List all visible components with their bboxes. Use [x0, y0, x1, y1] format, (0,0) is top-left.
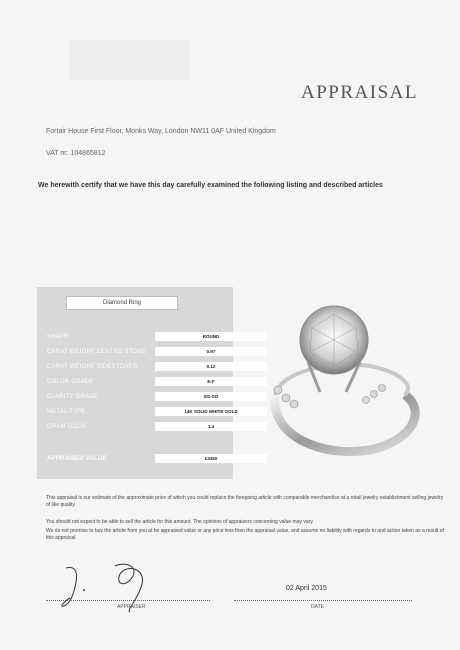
- disclaimer-paragraph-1: This appraisal is our estimate of the approximate price of which you could replace the foregoing article with comparable merchandise at a retail jewelry establishment selling jewelry of like quality: [46, 495, 444, 508]
- date-label: DATE: [311, 604, 324, 610]
- document-title: APPRAISAL: [301, 82, 418, 103]
- certification-statement: We herewith certify that we have this day carefully examined the following listing and described articles: [38, 182, 383, 189]
- appraised-value: £3450: [155, 454, 267, 463]
- spec-label: SHAPE: [47, 334, 69, 340]
- spec-value: E-F: [155, 377, 267, 386]
- vat-number: VAT nr: 104865812: [46, 150, 106, 157]
- disclaimer-paragraph-3: We do not promise to buy the article from you at he appraised value or any price less then the appraisal value, and assume no liability with regards to and action taken as a result of this appraisal: [46, 528, 444, 541]
- spec-label: CARAT WEIGHT CENTRE STONE: [47, 349, 146, 355]
- spec-row-shape: [47, 332, 227, 342]
- spec-label: CLARITY GRADE: [47, 394, 98, 400]
- spec-label: METAL TYPE: [47, 409, 86, 415]
- appraiser-label: APPRAISER: [117, 604, 146, 610]
- item-name: Diamond Ring: [66, 296, 178, 310]
- company-address: Fortair House First Floor, Monks Way, London NW11 0AF United Kingdom: [46, 128, 276, 135]
- spec-row-color: [47, 377, 227, 387]
- disclaimer-paragraph-2: You should not expect to be able to sell the article for this amount. The opinions of appraisers concerning value may vary.: [46, 519, 314, 525]
- diamond-ring-image: [250, 290, 430, 465]
- spec-value: 1.4: [155, 422, 267, 431]
- spec-value: SI1-SI2: [155, 392, 267, 401]
- date-line: [234, 600, 412, 601]
- spec-value: 0.12: [155, 362, 267, 371]
- spec-row-metal: [47, 407, 238, 417]
- spec-value: 14K SOLID WHITE GOLD: [155, 407, 267, 416]
- appraised-value-row: [47, 454, 227, 464]
- appraised-value-label: APPRAISED VALUE: [47, 456, 107, 462]
- spec-label: CARAT WEIGHT SIDESTONES: [47, 364, 138, 370]
- spec-value: ROUND: [155, 332, 267, 341]
- appraiser-signature-line: [46, 600, 210, 601]
- spec-value: 0.97: [155, 347, 267, 356]
- spec-label: GRAM GOLD: [47, 424, 86, 430]
- spec-row-carat-sidestones: [47, 362, 227, 372]
- appraiser-signature: [60, 560, 170, 615]
- spec-label: COLOR GRADE: [47, 379, 94, 385]
- spec-row-clarity: [47, 392, 227, 402]
- spec-row-gram-gold: [47, 422, 227, 432]
- date-value: 02 April 2015: [286, 585, 327, 592]
- spec-row-carat-centre: [47, 347, 227, 357]
- watermark-logo: [70, 40, 190, 80]
